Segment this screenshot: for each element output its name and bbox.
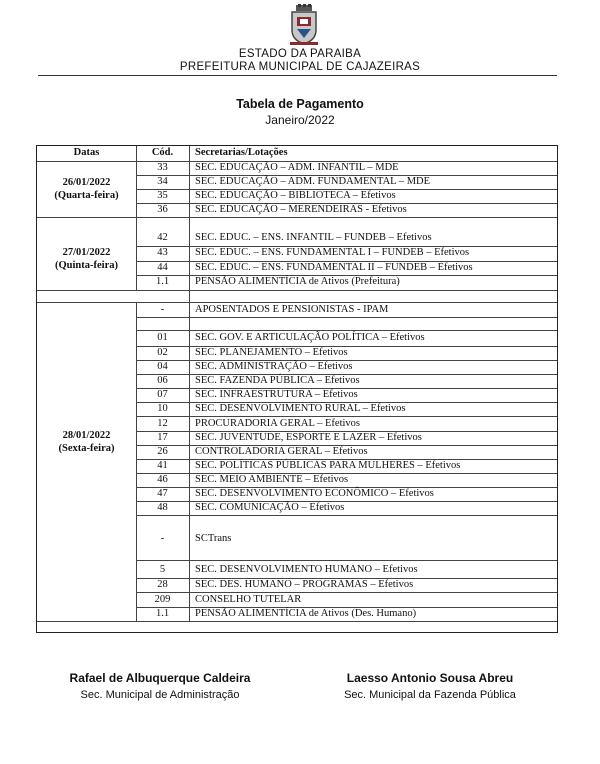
row-code: 44 <box>157 262 168 273</box>
signatory-role: Sec. Municipal da Fazenda Pública <box>344 689 516 701</box>
table-divider <box>136 592 557 593</box>
table-divider <box>37 621 557 622</box>
weekday-label: (Quinta-feira) <box>55 260 118 271</box>
row-code: 01 <box>157 332 168 343</box>
row-department: SEC. JUVENTUDE, ESPORTE E LAZER – Efetivos <box>195 432 422 443</box>
row-code: 209 <box>154 594 171 605</box>
row-department: SEC. PLANEJAMENTO – Efetivos <box>195 347 348 358</box>
row-department: SEC. EDUCAÇÃO – ADM. INFANTIL – MDE <box>195 162 399 173</box>
row-department: SEC. EDUCAÇÃO – BIBLIOTECA – Efetivos <box>195 190 396 201</box>
header-departments: Secretarias/Lotações <box>195 147 288 158</box>
row-code: 10 <box>157 403 168 414</box>
prefecture-name: PREFEITURA MUNICIPAL DE CAJAZEIRAS <box>179 61 421 73</box>
payment-table <box>36 145 558 633</box>
row-department: SCTrans <box>195 533 232 544</box>
row-code: 34 <box>157 176 168 187</box>
row-code: 06 <box>157 375 168 386</box>
signatory-name: Laesso Antonio Sousa Abreu <box>346 671 514 685</box>
row-department: SEC. EDUCAÇÃO – ADM. FUNDAMENTAL – MDE <box>195 176 431 187</box>
row-code: 48 <box>157 502 168 513</box>
row-code: 17 <box>157 432 168 443</box>
row-department: SEC. DESENVOLVIMENTO ECONÔMICO – Efetivos <box>195 488 434 499</box>
table-divider <box>136 560 557 561</box>
row-department: PENSÃO ALIMENTÍCIA de Ativos (Des. Humano) <box>195 608 417 619</box>
state-name: ESTADO DA PARAIBA <box>238 48 362 60</box>
row-department: SEC. EDUC. – ENS. INFANTIL – FUNDEB – Efetivos <box>195 232 432 243</box>
row-department: SEC. ADMINISTRAÇÃO – Efetivos <box>195 361 353 372</box>
signatory-role: Sec. Municipal de Administração <box>80 689 240 701</box>
row-code: 43 <box>157 247 168 258</box>
row-department: SEC. POLÍTICAS PÚBLICAS PARA MULHERES – Efetivos <box>195 460 461 471</box>
row-department: SEC. COMUNICAÇÃO – Efetivos <box>195 502 345 513</box>
row-code: 1.1 <box>155 276 170 287</box>
table-divider <box>37 217 557 218</box>
row-code: - <box>160 533 165 544</box>
document-month: Janeiro/2022 <box>265 113 335 127</box>
row-code: 04 <box>157 361 168 372</box>
row-code: - <box>160 304 165 315</box>
row-code: 41 <box>157 460 168 471</box>
date-value: 28/01/2022 <box>62 430 111 441</box>
row-department: PENSÃO ALIMENTÍCIA de Ativos (Prefeitura) <box>195 276 400 287</box>
row-code: 26 <box>157 446 168 457</box>
row-code: 02 <box>157 347 168 358</box>
row-department: CONTROLADORIA GERAL – Efetivos <box>195 446 368 457</box>
date-value: 26/01/2022 <box>62 177 111 188</box>
row-department: APOSENTADOS E PENSIONISTAS - IPAM <box>195 304 389 315</box>
row-department: SEC. FAZENDA PÚBLICA – Efetivos <box>195 375 360 386</box>
row-code: 12 <box>157 418 168 429</box>
table-divider <box>136 317 557 318</box>
row-department: SEC. DES. HUMANO – PROGRAMAS – Efetivos <box>195 579 414 590</box>
date-value: 27/01/2022 <box>62 247 111 258</box>
row-department: SEC. EDUC. – ENS. FUNDAMENTAL I – FUNDEB – Efetivos <box>195 247 470 258</box>
date-cell <box>37 246 136 272</box>
row-code: 47 <box>157 488 168 499</box>
row-code: 36 <box>157 204 168 215</box>
table-divider <box>37 290 557 291</box>
row-department: PROCURADORIA GERAL – Efetivos <box>195 418 360 429</box>
table-divider <box>136 146 137 161</box>
signatory-name: Rafael de Albuquerque Caldeira <box>69 671 251 685</box>
row-code: 33 <box>157 162 168 173</box>
weekday-label: (Sexta-feira) <box>58 443 115 454</box>
header-dates: Datas <box>73 147 100 158</box>
date-cell <box>37 429 136 455</box>
table-divider <box>136 515 557 516</box>
header-divider <box>38 75 557 76</box>
row-department: SEC. EDUC. – ENS. FUNDAMENTAL II – FUNDEB – Efetivos <box>195 262 473 273</box>
row-code: 1.1 <box>155 608 170 619</box>
row-department: SEC. GOV. E ARTICULAÇÃO POLÍTICA – Efetivos <box>195 332 425 343</box>
date-cell <box>37 176 136 202</box>
row-department: SEC. MEIO AMBIENTE – Efetivos <box>195 474 349 485</box>
weekday-label: (Quarta-feira) <box>54 190 119 201</box>
row-department: CONSELHO TUTELAR <box>195 594 302 605</box>
row-code: 5 <box>159 564 166 575</box>
coat-of-arms-icon <box>289 4 319 46</box>
document-title: Tabela de Pagamento <box>236 97 364 111</box>
row-code: 28 <box>157 579 168 590</box>
row-department: SEC. DESENVOLVIMENTO RURAL – Efetivos <box>195 403 406 414</box>
header-code: Cód. <box>151 147 174 158</box>
table-divider <box>136 330 557 331</box>
table-divider <box>37 302 557 303</box>
row-code: 07 <box>157 389 168 400</box>
row-code: 46 <box>157 474 168 485</box>
row-code: 35 <box>157 190 168 201</box>
row-code: 42 <box>157 232 168 243</box>
row-department: SEC. EDUCAÇÃO – MERENDEIRAS - Efetivos <box>195 204 407 215</box>
row-department: SEC. INFRAESTRUTURA – Efetivos <box>195 389 358 400</box>
row-department: SEC. DESENVOLVIMENTO HUMANO – Efetivos <box>195 564 418 575</box>
table-divider <box>136 416 557 417</box>
